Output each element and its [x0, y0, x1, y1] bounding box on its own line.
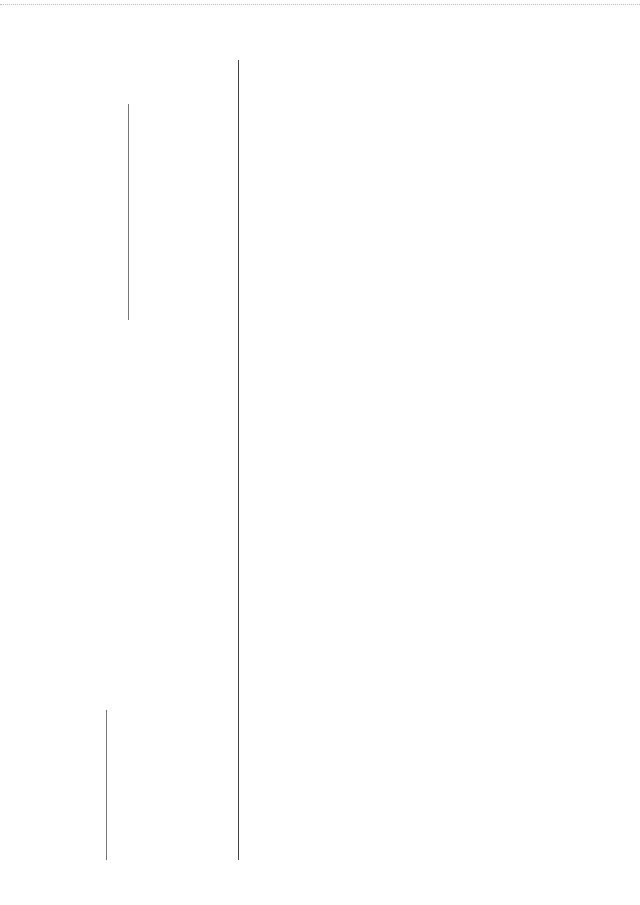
header-admin [88, 670, 238, 710]
header-goal [98, 400, 228, 670]
scan-edge-line [0, 4, 640, 6]
header-result [88, 60, 238, 104]
header-fin-year [98, 320, 228, 360]
table-frame [88, 60, 568, 860]
header-code-group [88, 710, 107, 860]
header-unit [98, 360, 228, 400]
rotated-table [88, 60, 568, 860]
header-years-title [88, 104, 129, 320]
table-header [88, 60, 239, 860]
